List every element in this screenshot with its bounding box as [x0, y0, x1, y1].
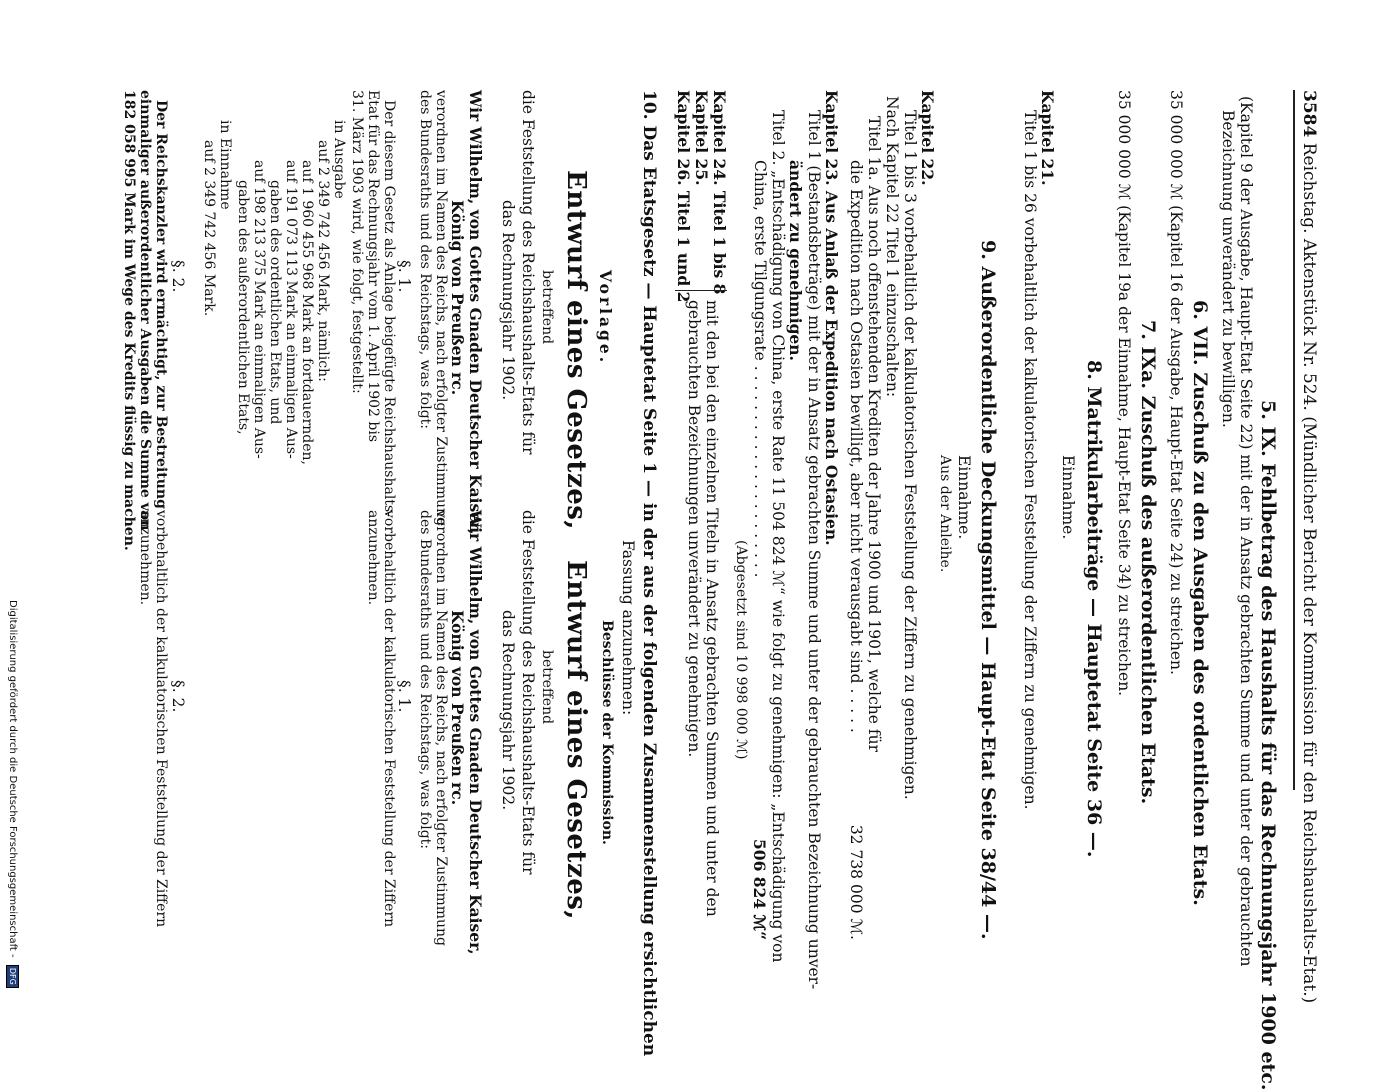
kapitel-21: Kapitel 21.	[1038, 90, 1057, 186]
kapitel-21-text: Titel 1 bis 26 vorbehaltlich der kalkulatorischen Feststellung der Ziffern zu genehmigen.	[1021, 110, 1039, 810]
page-header	[1299, 90, 1319, 1090]
page-number: 3584	[1299, 90, 1319, 138]
vorlage-ausgabe-line: auf 2 349 742 456 Mark, nämlich:	[315, 140, 331, 382]
vorlage-wir: König von Preußen rc.	[448, 200, 467, 396]
vorlage-ausgabe-line: auf 191 073 113 Mark an einmaligen Aus-	[283, 160, 299, 459]
section-7-title: 7. IXa. Zuschuß des außerordentlichen Etats.	[1137, 320, 1159, 805]
kommission-p1-text: vorbehaltlich der kalkulatorischen Feststellung der Ziffern	[381, 510, 397, 928]
section-10-text: 10. Das Etatsgesetz — Hauptetat Seite 1 — in der aus der folgenden Zusammenstellung ersichtlichen	[639, 90, 659, 1057]
vorlage-p1-text: 31. März 1903 wird, wie folgt, festgestellt:	[349, 90, 365, 394]
kommission-title: Entwurf eines Gesetzes,	[561, 560, 591, 920]
footer-text: Digitalisierung gefördert durch die Deutsche Forschungsgemeinschaft -	[7, 600, 18, 958]
kapitel-22-text: die Expedition nach Ostasien bewilligt, aber nicht verausgabt sind . . . . .	[847, 160, 865, 733]
vorlage-ausgabe: in Ausgabe	[331, 120, 347, 199]
kommission-wir: verordnen im Namen des Reichs, nach erfolgter Zustimmung	[433, 510, 449, 947]
vorlage-wir: des Bundesraths und des Reichstags, was folgt:	[417, 90, 433, 430]
vorlage-betreffend: betreffend	[539, 270, 555, 345]
kommission-p2-text: vorbehaltlich der kalkulatorischen Feststellung der Ziffern	[153, 510, 169, 928]
kommission-subject: das Rechnungsjahr 1902.	[499, 610, 517, 811]
section-8-subtitle: Einnahme.	[1059, 455, 1077, 540]
kommission-wir: Wir Wilhelm, von Gottes Gnaden Deutscher Kaiser,	[466, 510, 485, 955]
vorlage-paragraph-2: §. 2.	[169, 260, 187, 293]
kapitel-24-26-text: gebrauchten Bezeichnungen unverändert zu genehmigen.	[685, 300, 703, 758]
kapitel-26: Kapitel 26. Titel 1 und 2	[674, 90, 693, 303]
vorlage-paragraph-1: §. 1.	[395, 260, 413, 293]
kapitel-23-amount: 506 824 ℳ“	[750, 839, 769, 940]
kapitel-22-text: Nach Kapitel 22 Titel 1 einzuschalten:	[883, 96, 901, 398]
section-6-title: 6. VII. Zuschuß zu den Ausgaben des ordentlichen Etats.	[1189, 300, 1211, 906]
vorlage-p1-text: Der diesem Gesetz als Anlage beigefügte Reichshaushalts-	[381, 100, 397, 517]
section-5-title: 5. IX. Fehlbetrag des Haushalts für das Rechnungsjahr 1900 etc.	[1257, 400, 1279, 1091]
section-5-text: Bezeichnung unverändert zu bewilligen.	[1219, 110, 1237, 428]
vorlage-heading: Vorlage.	[596, 270, 615, 366]
kapitel-24: Kapitel 24. Titel 1 bis 8	[710, 90, 729, 295]
kapitel-23-text: ändert zu genehmigen.	[786, 160, 805, 361]
kapitel-25: Kapitel 25.	[692, 90, 711, 186]
section-9-subtitle-2: Aus der Anleihe.	[937, 455, 953, 573]
kommission-wir: König von Preußen rc.	[448, 610, 467, 806]
vorlage-p2-text: 182 058 995 Mark im Wege des Kredits flüssig zu machen.	[121, 90, 137, 551]
kapitel-22: Kapitel 22.	[918, 90, 937, 186]
kapitel-22-text: Titel 1a. Aus noch offenstehenden Krediten der Jahre 1900 und 1901, welche für	[865, 116, 883, 753]
section-9-subtitle: Einnahme.	[955, 455, 973, 540]
header-rule	[1293, 90, 1295, 790]
kapitel-23-text: China, erste Tilgungsrate . . . . . . . . . . . . . . . . . . . . . .	[751, 160, 769, 578]
vorlage-wir: verordnen im Namen des Reichs, nach erfolgter Zustimmung	[433, 90, 449, 527]
vorlage-subject: das Rechnungsjahr 1902.	[499, 200, 517, 401]
section-9-title: 9. Außerordentliche Deckungsmittel — Haupt-Etat Seite 38/44 —.	[977, 240, 999, 940]
vorlage-ausgabe-line: auf 1 960 455 968 Mark an fortdauernden,	[299, 160, 315, 465]
kapitel-22-text: Titel 1 bis 3 vorbehaltlich der kalkulatorischen Feststellung der Ziffern zu genehmigen.	[901, 110, 919, 800]
kapitel-22-amount: 32 738 000 ℳ.	[847, 824, 865, 940]
dfg-logo: DFG	[6, 965, 19, 988]
section-7-text: 35 000 000 ℳ (Kapitel 19a der Einnahme, Haupt-Etat Seite 34) zu streichen.	[1115, 90, 1133, 697]
section-6-text: 35 000 000 ℳ (Kapitel 16 der Ausgabe, Haupt-Etat Seite 24) zu streichen.	[1167, 90, 1185, 675]
kommission-subject: die Feststellung des Reichshaushalts-Etats für	[519, 510, 537, 875]
vorlage-ausgabe-line: gaben des ordentlichen Etats, und	[267, 180, 283, 425]
kommission-p1-text: anzunehmen.	[365, 510, 381, 606]
vorlage-p2-text: einmaliger außerordentlicher Ausgaben die Summe von	[137, 90, 153, 531]
vorlage-wir: Wir Wilhelm, von Gottes Gnaden Deutscher Kaiser,	[466, 90, 485, 535]
vorlage-ausgabe-line: gaben des außerordentlichen Etats,	[235, 180, 251, 435]
vorlage-p1-text: Etat für das Rechnungsjahr vom 1. April 1902 bis	[365, 90, 381, 443]
kommission-heading: Beschlüsse der Kommission.	[599, 620, 615, 845]
vorlage-subject: die Feststellung des Reichshaushalts-Etats für	[519, 90, 537, 455]
section-5-text: (Kapitel 9 der Ausgabe, Haupt-Etat Seite 22) mit der in Ansatz gebrachten Summe und unter der gebrauchten	[1237, 96, 1255, 967]
kapitel-24-26-text: mit den bei den einzelnen Titeln in Ansatz gebrachten Summen und unter den	[703, 300, 721, 917]
kapitel-23: Kapitel 23. Aus Anlaß der Expedition nach Ostasien.	[822, 90, 841, 546]
kapitel-23-note: (Abgesetzt sind 10 998 000 ℳ)	[733, 540, 749, 760]
vorlage-ausgabe-line: auf 198 213 375 Mark an einmaligen Aus-	[251, 160, 267, 459]
kommission-paragraph-1: §. 1.	[395, 680, 413, 713]
running-title: Reichstag. Aktenstück Nr. 524. (Mündlicher Bericht der Kommission für den Reichshaushalts-Etat.)	[1299, 142, 1319, 1004]
vorlage-title: Entwurf eines Gesetzes,	[561, 170, 591, 530]
vorlage-einnahme-line: auf 2 349 742 456 Mark.	[201, 140, 217, 317]
kommission-paragraph-2: §. 2.	[169, 680, 187, 713]
kapitel-23-text: Titel 2. „Entschädigung von China, erste Rate 11 504 824 ℳ“ wie folgt zu genehmigen: „Entschädigung von	[769, 110, 787, 963]
digitization-footer	[6, 600, 19, 988]
brace	[675, 290, 727, 291]
kommission-betreffend: betreffend	[539, 650, 555, 725]
vorlage-einnahme: in Einnahme	[217, 120, 233, 210]
section-8-title: 8. Matrikularbeiträge — Hauptetat Seite 36 —.	[1083, 360, 1105, 858]
kommission-p2-text: anzunehmen.	[137, 510, 153, 606]
kapitel-23-text: Titel 1 (Bestandsbeträge) mit der in Ansatz gebrachten Summe und unter der gebrauchten Bezeichnung unver-	[805, 110, 823, 990]
kommission-wir: des Bundesraths und des Reichstags, was folgt:	[417, 510, 433, 850]
section-10-text: Fassung anzunehmen:	[619, 540, 637, 716]
vorlage-p2-text: Der Reichskanzler wird ermächtigt, zur Bestreitung	[153, 100, 169, 509]
